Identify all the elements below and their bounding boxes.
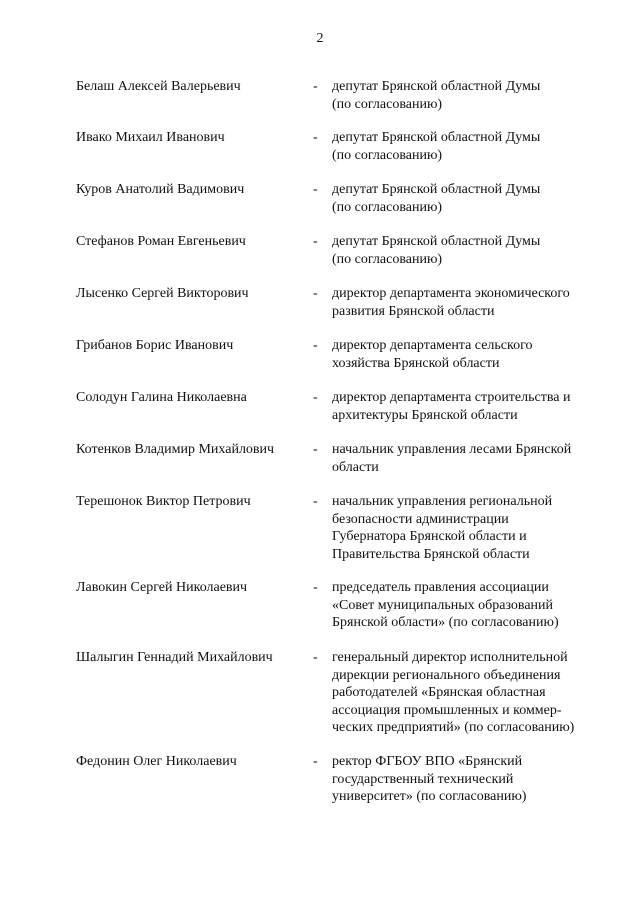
member-role-line: депутат Брянской областной Думы <box>332 234 541 249</box>
member-name: Лавокин Сергей Николаевич <box>76 580 248 595</box>
member-role-line: директор департамента сельского <box>332 338 533 353</box>
member-role <box>332 285 602 320</box>
member-dash: - <box>313 286 318 301</box>
member-role-line: Брянской области» (по согласованию) <box>332 615 559 630</box>
member-name: Куров Анатолий Вадимович <box>76 182 245 197</box>
page-number: 2 <box>316 31 324 46</box>
member-role-line: Правительства Брянской области <box>332 546 530 562</box>
member-role-line: генеральный директор исполнительной <box>332 650 568 665</box>
member-name: Шалыгин Геннадий Михайлович <box>76 650 273 665</box>
member-role-line: (по согласованию) <box>332 96 443 112</box>
member-role-line: (по согласованию) <box>332 251 443 267</box>
member-name: Лысенко Сергей Викторович <box>76 286 249 301</box>
member-dash: - <box>313 580 318 595</box>
member-role <box>332 78 602 113</box>
member-name: Солодун Галина Николаевна <box>76 390 247 405</box>
member-role-line: государственный технический <box>332 771 514 787</box>
member-dash: - <box>313 442 318 457</box>
member-dash: - <box>313 390 318 405</box>
member-dash: - <box>313 494 318 509</box>
member-role <box>332 579 602 632</box>
member-role-line: ассоциация промышленных и коммер- <box>332 702 562 718</box>
member-role-line: начальник управления лесами Брянской <box>332 442 572 457</box>
member-name: Ивако Михаил Иванович <box>76 130 225 145</box>
member-role-line: дирекции регионального объединения <box>332 667 561 683</box>
member-name: Котенков Владимир Михайлович <box>76 442 275 457</box>
member-role <box>332 233 602 268</box>
member-name: Белаш Алексей Валерьевич <box>76 79 241 94</box>
member-role-line: директор департамента экономического <box>332 286 570 301</box>
member-role-line: директор департамента строительства и <box>332 390 571 405</box>
member-role <box>332 441 602 476</box>
member-dash: - <box>313 182 318 197</box>
member-role-line: Губернатора Брянской области и <box>332 529 527 544</box>
member-role-line: развития Брянской области <box>332 303 495 319</box>
member-name: Терешонок Виктор Петрович <box>76 494 251 509</box>
member-name: Федонин Олег Николаевич <box>76 754 237 769</box>
member-role <box>332 753 602 806</box>
member-role-line: депутат Брянской областной Думы <box>332 79 541 94</box>
member-role-line: ческих предприятий» (по согласованию) <box>332 720 575 735</box>
member-role-line: (по согласованию) <box>332 147 443 163</box>
member-dash: - <box>313 234 318 249</box>
member-role <box>332 181 602 216</box>
member-role-line: председатель правления ассоциации <box>332 580 549 595</box>
member-role-line: начальник управления региональной <box>332 494 553 509</box>
member-dash: - <box>313 338 318 353</box>
member-role <box>332 493 602 563</box>
member-role-line: университет» (по согласованию) <box>332 789 527 804</box>
member-role-line: архитектуры Брянской области <box>332 407 518 423</box>
member-role-line: депутат Брянской областной Думы <box>332 130 541 145</box>
member-role-line: хозяйства Брянской области <box>332 355 500 371</box>
member-role-line: (по согласованию) <box>332 199 443 215</box>
member-name: Стефанов Роман Евгеньевич <box>76 234 246 249</box>
member-dash: - <box>313 754 318 769</box>
member-role-line: работодателей «Брянская областная <box>332 685 546 700</box>
member-dash: - <box>313 650 318 665</box>
member-role-line: безопасности администрации <box>332 511 509 527</box>
member-role <box>332 649 602 737</box>
member-role <box>332 389 602 424</box>
member-role <box>332 129 602 164</box>
member-role-line: ректор ФГБОУ ВПО «Брянский <box>332 754 523 769</box>
member-role <box>332 337 602 372</box>
member-dash: - <box>313 79 318 94</box>
member-role-line: «Совет муниципальных образований <box>332 597 554 613</box>
member-name: Грибанов Борис Иванович <box>76 338 234 353</box>
member-role-line: депутат Брянской областной Думы <box>332 182 541 197</box>
member-dash: - <box>313 130 318 145</box>
member-role-line: области <box>332 459 379 475</box>
